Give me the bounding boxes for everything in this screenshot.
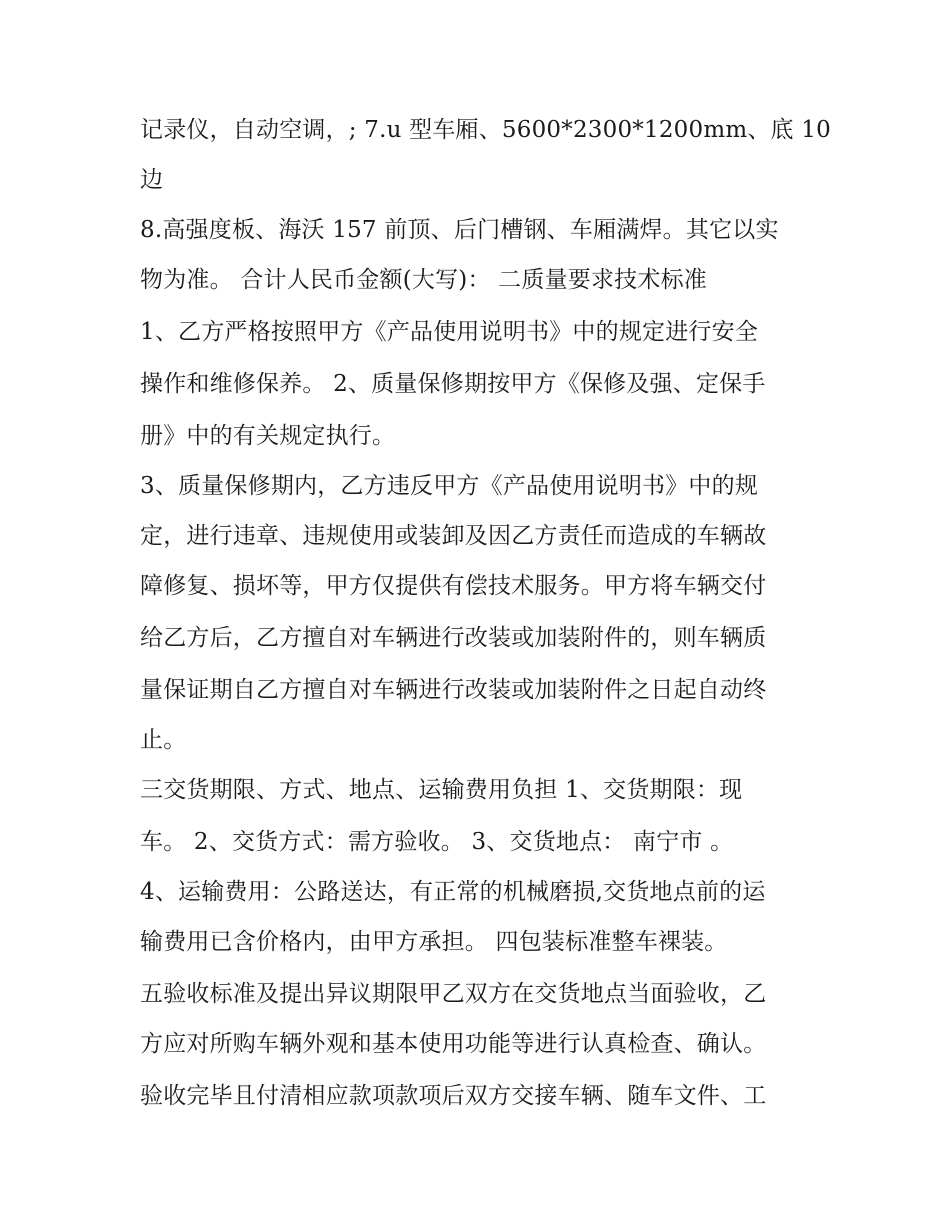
- text-line: 定，进行违章、违规使用或装卸及因乙方责任而造成的车辆故: [140, 523, 767, 549]
- text-line: 8.高强度板、海沃 157 前顶、后门槽钢、车厢满焊。其它以实: [140, 217, 779, 243]
- text-line: 1、乙方严格按照甲方《产品使用说明书》中的规定进行安全: [140, 319, 759, 345]
- text-line: 方应对所购车辆外观和基本使用功能等进行认真检查、确认。: [140, 1031, 767, 1057]
- text-line: 止。: [140, 727, 187, 753]
- text-line: 操作和维修保养。 2、质量保修期按甲方《保修及强、定保手: [140, 371, 766, 397]
- text-line: 量保证期自乙方擅自对车辆进行改装或加装附件之日起自动终: [140, 677, 767, 703]
- text-line: 3、质量保修期内，乙方违反甲方《产品使用说明书》中的规: [140, 473, 759, 499]
- text-line: 车。 2、交货方式：需方验收。 3、交货地点： 南宁市 。: [140, 829, 734, 855]
- text-line: 物为准。 合计人民币金额(大写)： 二质量要求技术标准: [140, 267, 707, 293]
- text-line: 验收完毕且付清相应款项款项后双方交接车辆、随车文件、工: [140, 1083, 767, 1109]
- text-line: 4、运输费用：公路送达，有正常的机械磨损,交货地点前的运: [140, 879, 766, 905]
- text-line: 边: [140, 167, 164, 193]
- text-line: 给乙方后，乙方擅自对车辆进行改装或加装附件的，则车辆质: [140, 625, 767, 651]
- text-line: 五验收标准及提出异议期限甲乙双方在交货地点当面验收，乙: [140, 981, 767, 1007]
- text-line: 记录仪，自动空调，; 7.u 型车厢、5600*2300*1200mm、底 10: [140, 117, 831, 143]
- text-line: 障修复、损坏等，甲方仅提供有偿技术服务。甲方将车辆交付: [140, 573, 767, 599]
- text-line: 三交货期限、方式、地点、运输费用负担 1、交货期限：现: [140, 777, 743, 803]
- text-line: 册》中的有关规定执行。: [140, 423, 396, 449]
- text-line: 输费用已含价格内，由甲方承担。 四包装标准整车裸装。: [140, 929, 728, 955]
